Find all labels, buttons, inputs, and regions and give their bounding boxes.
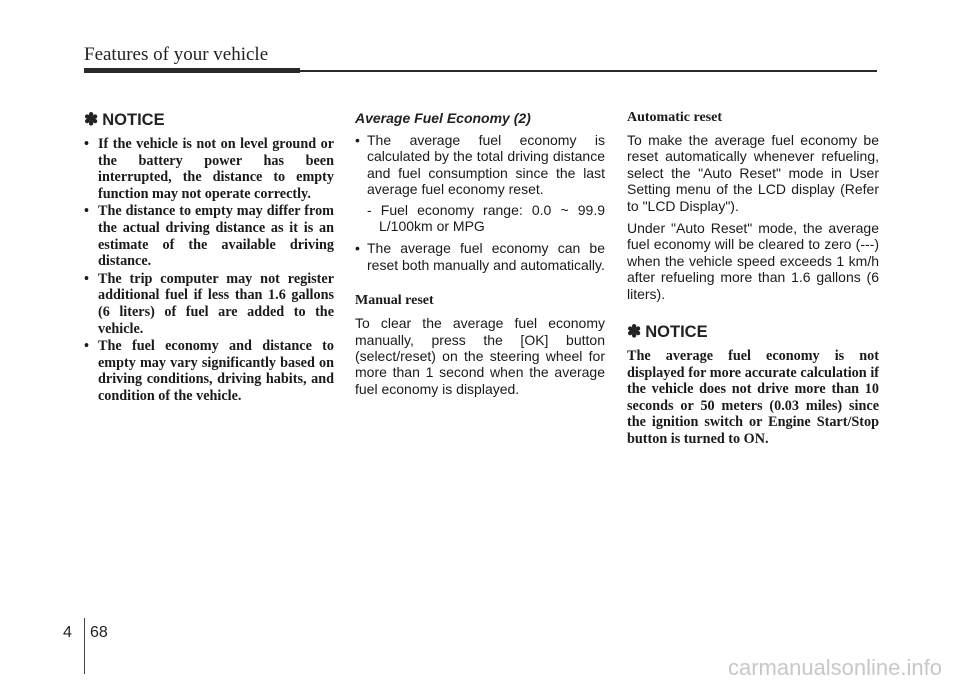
notice-heading: [84, 110, 334, 130]
chapter-number: 4: [63, 624, 72, 641]
notice-star-icon: ✽: [627, 322, 642, 342]
section-heading: Average Fuel Economy (2): [355, 110, 531, 126]
header-rule-thin: [300, 70, 877, 72]
notice-bullet-list: [84, 136, 334, 405]
automatic-reset-heading: Automatic reset: [627, 110, 722, 125]
manual-reset-text: To clear the average fuel economy manually, press the [OK] button (select/reset) on the steering wheel for more than 1 second when the average fuel economy is displayed.: [355, 315, 605, 397]
column-left: [84, 110, 334, 406]
notice-title-text: NOTICE: [102, 110, 165, 129]
page-header-title: Features of your vehicle: [84, 44, 269, 65]
header-rule-thick: [84, 68, 300, 73]
fuel-economy-range: - Fuel economy range: 0.0 ~ 99.9 L/100km or MPG: [367, 201, 605, 235]
notice-title-text: NOTICE: [645, 322, 708, 341]
fuel-economy-bullets: [355, 132, 605, 198]
list-item: • The average fuel economy can be reset both manually and automatically.: [355, 240, 605, 273]
list-item: • The fuel economy and distance to empty may vary significantly based on driving conditions, driving habits, and condition of the vehicle.: [84, 338, 334, 404]
automatic-reset-text-1: To make the average fuel economy be reset automatically whenever refueling, select the "Auto Reset" mode in User Setting menu of the LCD display (Refer to "LCD Display").: [627, 132, 879, 214]
list-item: • The distance to empty may differ from the actual driving distance as it is an estimate of the available driving distance.: [84, 203, 334, 270]
automatic-reset-text-2: Under "Auto Reset" mode, the average fuel economy will be cleared to zero (---) when the vehicle speed exceeds 1 km/h after refueling more than 1.6 gallons (6 liters).: [627, 220, 879, 302]
manual-reset-heading: Manual reset: [355, 293, 434, 309]
column-middle: [355, 110, 605, 403]
list-item: • If the vehicle is not on level ground or the battery power has been interrupted, the distance to empty function may not operate correctly.: [84, 136, 334, 202]
notice-star-icon: ✽: [84, 110, 99, 129]
watermark-text: carmanualsonline.info: [727, 655, 942, 680]
list-item: • The trip computer may not register additional fuel if less than 1.6 gallons (6 liters) of fuel are added to the vehicle.: [84, 270, 334, 337]
column-right: [627, 110, 879, 448]
notice-text: The average fuel economy is not displayed for more accurate calculation if the vehicle does not drive more than 10 seconds or 50 meters (0.03 miles) since the ignition switch or Engine Start/Stop button is turned to ON.: [627, 348, 879, 448]
notice-heading-2: [627, 322, 879, 342]
page-number: 68: [90, 624, 108, 641]
list-item: • The average fuel economy is calculated by the total driving distance and fuel consumption since the last average fuel economy reset.: [355, 132, 605, 198]
fuel-economy-bullets-2: [355, 240, 605, 273]
footer-divider: [84, 618, 85, 674]
